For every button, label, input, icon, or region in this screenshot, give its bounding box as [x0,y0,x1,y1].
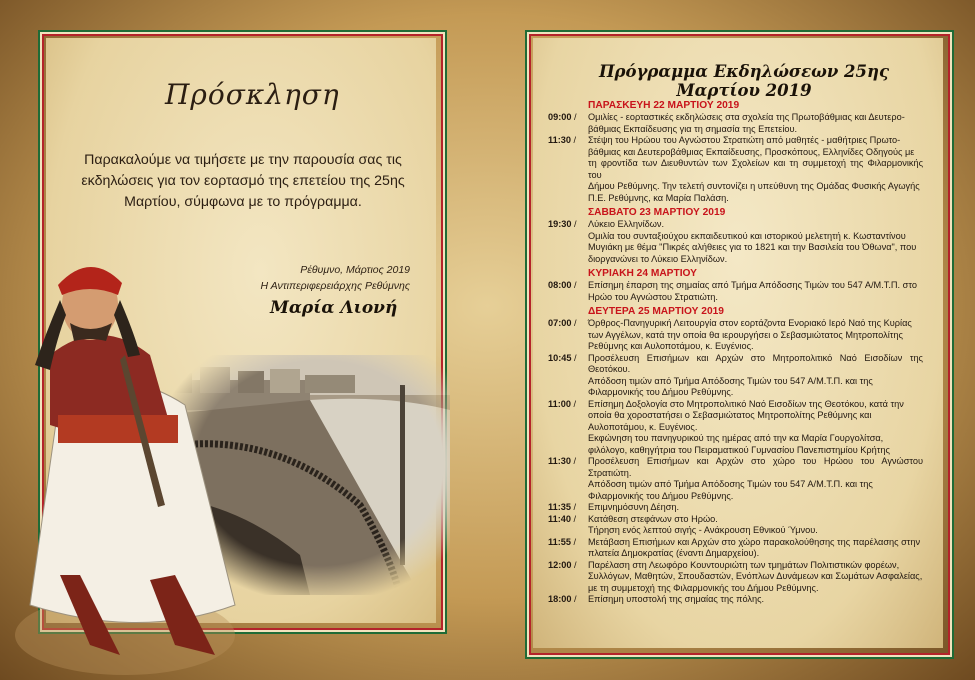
event-line: πλατεία Δημοκρατίας (έναντι Δημαρχείου). [588,548,760,558]
place-date: Ρέθυμνο, Μάρτιος 2019 [300,264,410,276]
event-time: 18:00 / [548,594,584,606]
hero-portrait [0,245,250,680]
event-line: με τη συμμετοχή της Φιλαρμονικής του Δήμου Ρεθύμνης. [588,582,819,593]
schedule-item [548,537,923,560]
day-heading: ΣΑΒΒΑΤΟ 23 ΜΑΡΤΙΟΥ 2019 [588,207,726,218]
schedule-item [548,318,923,353]
event-description [584,594,923,606]
event-line: των Αγγέλων, κατά την οποία θα ιερουργήσει ο Σεβασμιώτατος Μητροπολίτης [588,329,903,340]
invitation-text [78,150,408,213]
event-line: οποία θα χοροστατήσει ο Σεβασμιώτατος Μητροπολίτης Ρεθύμνης και [588,410,872,420]
event-line: Φιλαρμονικής του Δήμου Ρεθύμνης. [588,490,734,501]
event-line: Μετάβαση Επισήμων και Αρχών στο χώρο παρακολούθησης της παρέλασης στην [588,536,921,547]
schedule-item [548,280,923,303]
event-time: 07:00 / [548,318,584,353]
event-line: Π.Ε. Ρεθύμνης, κα Μαρία Παλάση. [588,192,729,203]
schedule-item [548,399,923,457]
schedule-item [548,560,923,595]
event-description [584,456,923,502]
schedule-item [548,514,923,537]
event-line: Αυλοποτάμου, κ. Ευγένιος. [588,421,698,432]
event-line: Κατάθεση στεφάνων στο Ηρώο. [588,513,718,524]
event-time: 11:40 / [548,514,584,537]
event-line: Επίσημη Δοξολογία στο Μητροπολιτικό Ναό Εισοδίων της Θεοτόκου, κατά την [588,398,904,409]
schedule-item [548,135,923,204]
day-heading: ΚΥΡΙΑΚΗ 24 ΜΑΡΤΙΟΥ [588,268,697,279]
event-time: 12:00 / [548,560,584,595]
event-line: Όρθρος-Πανηγυρική Λειτουργία στον εορτάζοντα Ενοριακό Ιερό Ναό της Κυρίας [588,318,912,328]
schedule-item [548,112,923,135]
event-line: Επίσημη υποστολή της σημαίας της πόλης. [588,594,765,604]
invitation-title: Πρόσκληση [165,78,340,111]
schedule-item [548,502,923,514]
program-title: Πρόγραμμα Εκδηλώσεων 25ης Μαρτίου 2019 [598,62,890,100]
event-line: Επίσημη έπαρση της σημαίας από Τμήμα Απόδοσης Τιμών του 547 Α/Μ.Τ.Π. στο [588,280,917,290]
event-time: 11:00 / [548,399,584,457]
schedule-item [548,594,923,606]
event-line: Παρέλαση στη Λεωφόρο Κουντουριώτη των τμημάτων Πολιτιστικών φορέων, [588,559,900,570]
event-description [584,502,923,514]
event-line: Δήμου Ρεθύμνης. Την τελετή συντονίζει η υπεύθυνη της Ομάδας Φυσικής Αγωγής [588,181,920,191]
event-description [584,353,923,399]
event-description [584,560,923,595]
event-line: διοργανώνει το Λύκειο Ελληνίδων. [588,253,728,264]
program-list [548,97,923,606]
event-time: 11:30 / [548,456,584,502]
event-description [584,318,923,353]
schedule-item [548,219,923,265]
schedule-item [548,456,923,502]
event-time: 11:55 / [548,537,584,560]
event-line: Ομιλίες - εορταστικές εκδηλώσεις στα σχολεία της Πρωτοβάθμιας και Δευτερο- [588,112,905,122]
event-line: Τήρηση ενός λεπτού σιγής - Ανάκρουση Εθνικού Ύμνου. [588,525,818,535]
signatory-role: Η Αντιπεριφερειάρχης Ρεθύμνης [260,280,410,292]
event-description [584,399,923,457]
event-line: τη φροντίδα των Διευθυντών των Σχολείων και τη συμμετοχή της Φιλαρμονικής του [588,158,923,180]
event-time: 11:30 / [548,135,584,204]
event-line: Εκφώνηση του πανηγυρικού της ημέρας από την κα Μαρία Γουργολίτσα, [588,433,884,443]
event-line: Προσέλευση Επισήμων και Αρχών στο Μητροπολιτικό Ναό Εισοδίων της Θεοτόκου. [588,352,923,374]
schedule-item [548,353,923,399]
event-description [584,280,923,303]
event-line: Ομιλία του συνταξιούχου εκπαιδευτικού και ιστορικού μελετητή κ. Κωσταντίνου [588,230,906,241]
event-line: Προσέλευση Επισήμων και Αρχών στο χώρο του Ηρώου του Αγνώστου Στρατιώτη. [588,456,923,478]
event-line: Απόδοση τιμών από Τμήμα Απόδοσης Τιμών του 547 Α/Μ.Τ.Π. και της [588,375,873,386]
day-heading: ΔΕΥΤΕΡΑ 25 ΜΑΡΤΙΟΥ 2019 [588,306,724,317]
event-line: βάθμιας Εκπαίδευσης για τη σημασία της Επετείου. [588,123,798,134]
invitation-line: Μαρτίου, σύμφωνα με το πρόγραμμα. [124,194,362,210]
event-time: 10:45 / [548,353,584,399]
event-line: Ρεθύμνης και Αυλοποτάμου, κ. Ευγένιος. [588,341,754,351]
event-description [584,112,923,135]
event-line: Λύκειο Ελληνίδων. [588,219,665,229]
event-description [584,514,923,537]
event-time: 08:00 / [548,280,584,303]
event-description [584,135,923,204]
event-description [584,537,923,560]
event-time: 19:30 / [548,219,584,265]
event-line: Επιμνημόσυνη Δέηση. [588,502,680,512]
event-line: Φιλαρμονικής του Δήμου Ρεθύμνης. [588,387,734,397]
event-line: Ηρώο του Αγνώστου Στρατιώτη. [588,291,718,302]
event-line: φιλόλογο, καθηγήτρια του Πειραματικού Γυμνασίου Πανεπιστημίου Κρήτης [588,444,890,455]
event-line: Συλλόγων, Μαθητών, Σπουδαστών, Ενόπλων Δυνάμεων και Σωμάτων Ασφαλείας, [588,571,923,581]
day-heading: ΠΑΡΑΣΚΕΥΗ 22 ΜΑΡΤΙΟΥ 2019 [588,100,740,111]
event-time: 11:35 / [548,502,584,514]
event-line: Απόδοση τιμών από Τμήμα Απόδοσης Τιμών του 547 Α/Μ.Τ.Π. και της [588,479,873,489]
event-line: Μυγιάκη με θέμα "Πικρές αλήθειες για το 1821 και την Βασιλεία του Όθωνα", που [588,242,917,252]
event-line: Στέψη του Ηρώου του Αγνώστου Στρατιώτη από μαθητές - μαθήτριες Πρωτο- [588,135,901,145]
event-time: 09:00 / [548,112,584,135]
invitation-line: Παρακαλούμε να τιμήσετε με την παρουσία σας τις [84,152,402,168]
event-line: βάθμιας και Δευτεροβάθμιας Εκπαίδευσης, Προσκόπους, Ελληνίδες Οδηγούς με [588,146,915,157]
event-description [584,219,923,265]
signature: Μαρία Λιονή [270,298,398,318]
invitation-line: εκδηλώσεις για τον εορτασμό της επετείου της 25ης [81,173,405,189]
